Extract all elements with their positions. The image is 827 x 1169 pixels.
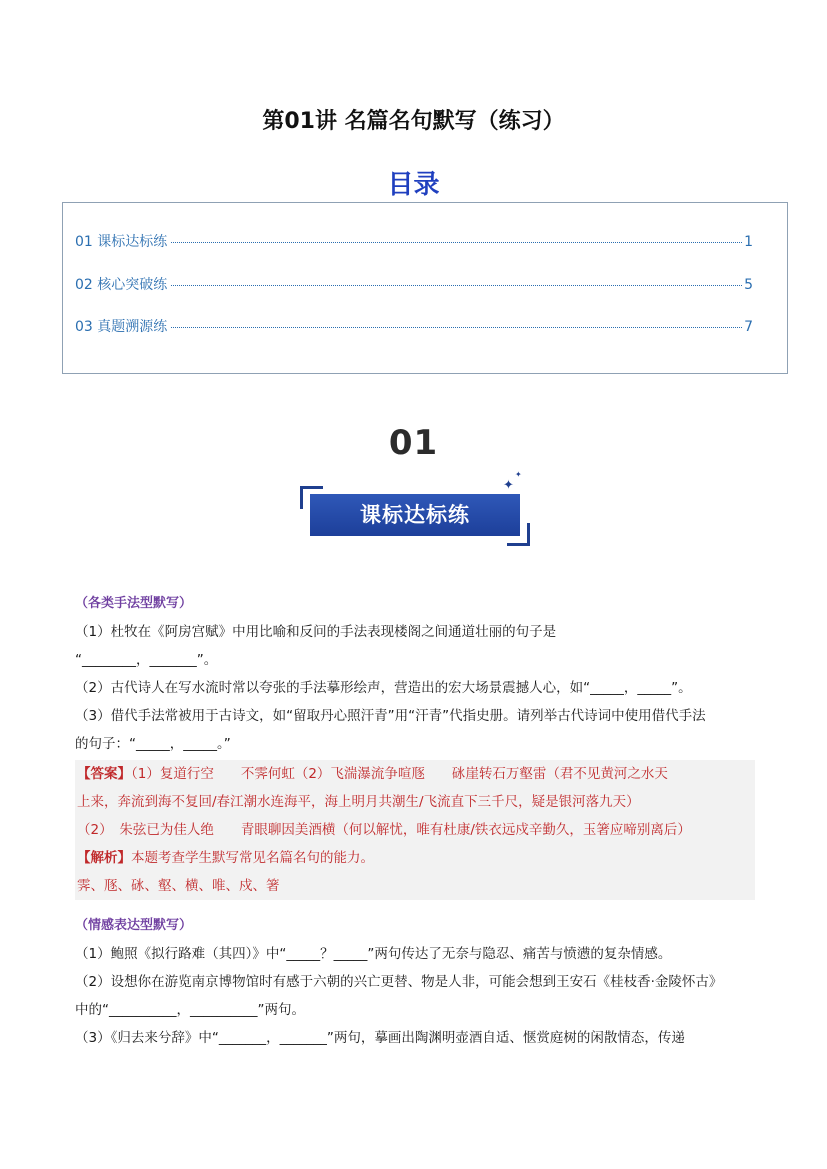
- toc-leader-dots: [171, 242, 742, 243]
- answer-tag: 【答案】: [77, 766, 131, 782]
- analysis-words: 霁、豗、砯、壑、横、唯、戍、箸: [77, 878, 280, 894]
- question-line: （1）杜牧在《阿房宫赋》中用比喻和反问的手法表现楼阁之间通道壮丽的句子是: [75, 624, 557, 640]
- answer-line: （2） 朱弦已为佳人绝 青眼聊因美酒横（何以解忧，唯有杜康/铁衣远戍辛勤久，玉箸应啼别离后）: [77, 822, 691, 838]
- toc-item-3[interactable]: [75, 316, 753, 336]
- question-line: （3）借代手法常被用于古诗文，如“留取丹心照汗青”用“汗青”代指史册。请列举古代诗词中使用借代手法: [75, 708, 706, 724]
- answer-text: （1）复道行空 不霁何虹（2）飞湍瀑流争喧豗 砯崖转石万壑雷（君不见黄河之水天: [131, 766, 668, 782]
- toc-item-label: 02 核心突破练: [75, 277, 168, 293]
- section-number: 01: [388, 423, 439, 463]
- answer-block: [75, 760, 755, 900]
- analysis-text: 本题考查学生默写常见名篇名句的能力。: [131, 850, 374, 866]
- toc-item-page: 1: [744, 234, 753, 250]
- table-of-contents: [62, 202, 788, 374]
- question-line: 中的“__________，__________”两句。: [75, 1002, 305, 1018]
- category-heading: （情感表达型默写）: [75, 918, 193, 933]
- toc-leader-dots: [171, 327, 742, 328]
- toc-item-label: 03 真题溯源练: [75, 319, 168, 335]
- question-line: （2）古代诗人在写水流时常以夸张的手法摹形绘声，营造出的宏大场景震撼人心，如“_____，_____”。: [75, 680, 692, 696]
- sparkle-icon: ✦: [503, 478, 514, 493]
- section-badge: [300, 486, 530, 546]
- answer-line: [77, 760, 753, 788]
- toc-item-page: 7: [744, 319, 753, 335]
- toc-item-label: 01 课标达标练: [75, 234, 168, 250]
- question-line: （2）设想你在游览南京博物馆时有感于六朝的兴亡更替、物是人非，可能会想到王安石《桂枝香·金陵怀古》: [75, 974, 723, 990]
- toc-item-2[interactable]: [75, 274, 753, 294]
- toc-leader-dots: [171, 285, 742, 286]
- document-title: 第01讲 名篇名句默写（练习）: [262, 109, 565, 134]
- toc-heading: 目录: [387, 170, 440, 200]
- exercise-content: [75, 592, 755, 1052]
- category-heading: （各类手法型默写）: [75, 596, 193, 611]
- analysis-tag: 【解析】: [77, 850, 131, 866]
- question-line: （1）鲍照《拟行路难（其四）》中“_____？_____”两句传达了无奈与隐忍、痛苦与愤懑的复杂情感。: [75, 946, 672, 962]
- analysis-line: [77, 844, 753, 872]
- toc-item-1[interactable]: [75, 231, 753, 251]
- question-line: 的句子：“_____，_____。”: [75, 736, 231, 752]
- question-line: “________，_______”。: [75, 652, 218, 668]
- section-name: 课标达标练: [310, 494, 520, 536]
- sparkle-icon: ✦: [515, 470, 522, 479]
- question-line: （3）《归去来兮辞》中“_______，_______”两句，摹画出陶渊明壶酒自适、惬赏庭树的闲散情态，传递: [75, 1030, 685, 1046]
- answer-line: 上来，奔流到海不复回/春江潮水连海平，海上明月共潮生/飞流直下三千尺，疑是银河落九天）: [77, 794, 640, 810]
- toc-item-page: 5: [744, 277, 753, 293]
